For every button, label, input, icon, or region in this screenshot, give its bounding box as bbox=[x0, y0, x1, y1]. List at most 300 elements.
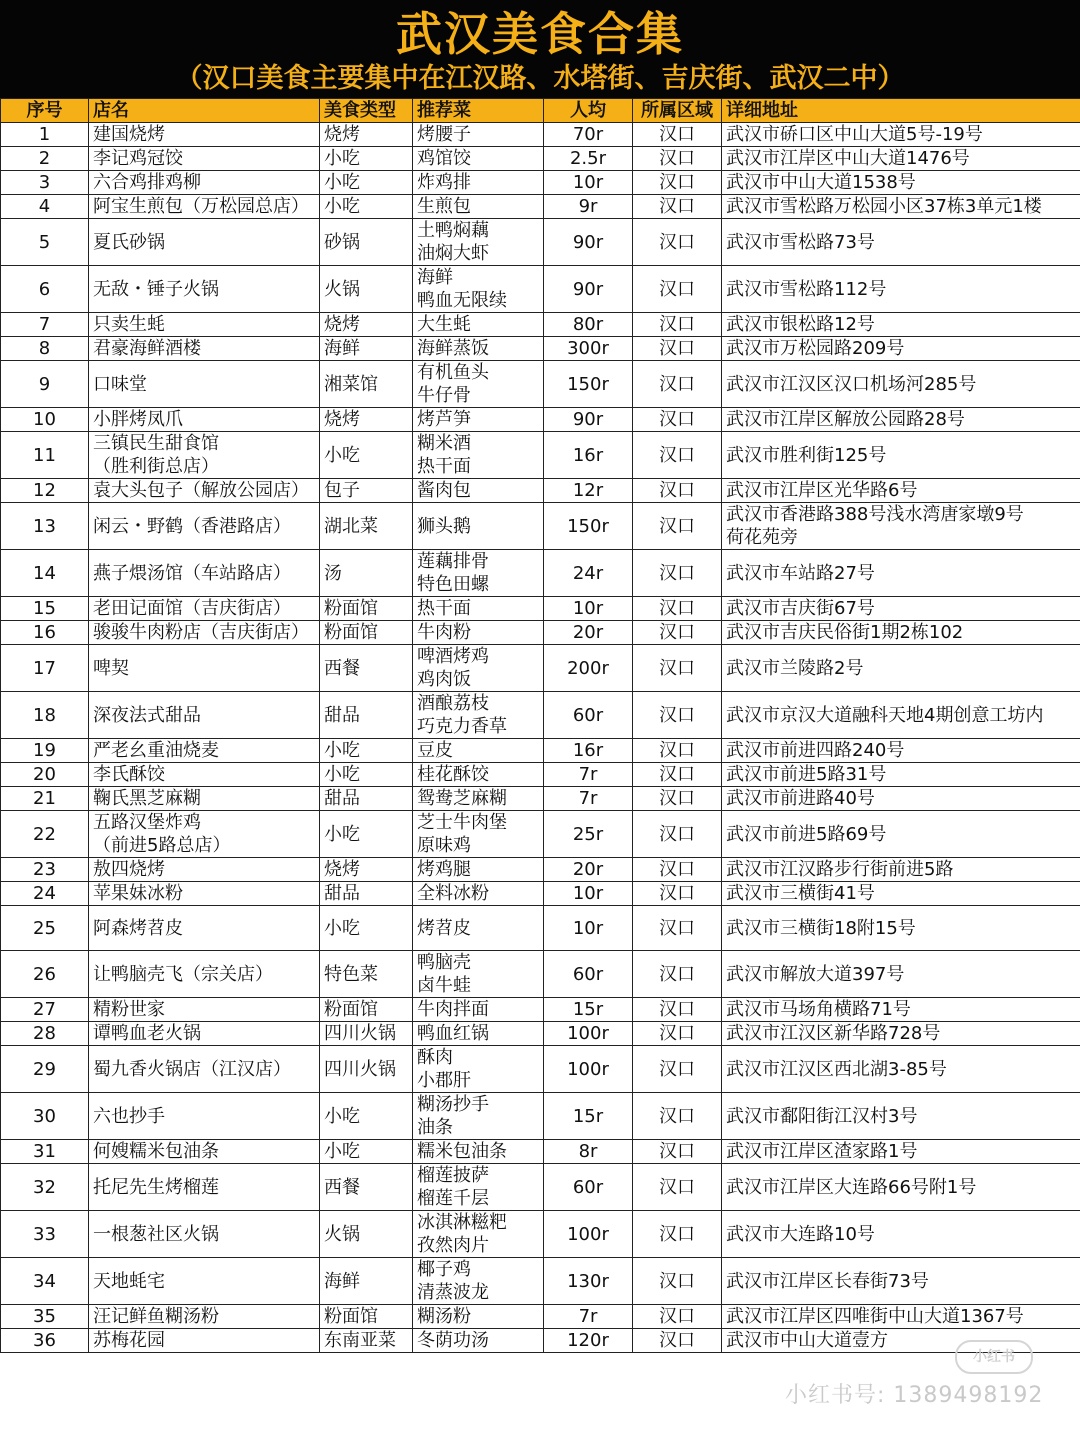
cell-avg: 15r bbox=[544, 998, 633, 1022]
cell-no: 30 bbox=[1, 1093, 89, 1140]
cell-dishes bbox=[413, 171, 544, 195]
cell-no: 25 bbox=[1, 906, 89, 951]
cell-name bbox=[89, 1329, 320, 1353]
cell-area: 汉口 bbox=[633, 1258, 722, 1305]
cell-area: 汉口 bbox=[633, 1305, 722, 1329]
cell-area: 汉口 bbox=[633, 337, 722, 361]
table-row bbox=[1, 1329, 1080, 1353]
cell-area: 汉口 bbox=[633, 171, 722, 195]
cell-no: 2 bbox=[1, 147, 89, 171]
table-row bbox=[1, 408, 1080, 432]
cell-type: 粉面馆 bbox=[320, 621, 413, 645]
cell-address-line: 武汉市中山大道1538号 bbox=[726, 172, 916, 193]
cell-address bbox=[722, 266, 1080, 313]
cell-type: 小吃 bbox=[320, 739, 413, 763]
cell-name-line: 五路汉堡炸鸡 bbox=[93, 812, 201, 833]
cell-area: 汉口 bbox=[633, 621, 722, 645]
cell-name bbox=[89, 1140, 320, 1164]
cell-dishes-line: 孜然肉片 bbox=[417, 1235, 489, 1256]
cell-address-line: 武汉市江岸区中山大道1476号 bbox=[726, 148, 970, 169]
cell-no: 16 bbox=[1, 621, 89, 645]
cell-address-line: 荷花苑旁 bbox=[726, 527, 798, 548]
cell-no: 15 bbox=[1, 597, 89, 621]
cell-address bbox=[722, 811, 1080, 858]
cell-dishes-line: 土鸭焖藕 bbox=[417, 220, 489, 241]
cell-dishes bbox=[413, 1164, 544, 1211]
cell-address bbox=[722, 1258, 1080, 1305]
table-row bbox=[1, 998, 1080, 1022]
cell-area: 汉口 bbox=[633, 195, 722, 219]
cell-no: 26 bbox=[1, 951, 89, 998]
cell-avg: 60r bbox=[544, 692, 633, 739]
cell-address-line: 武汉市香港路388号浅水湾唐家墩9号 bbox=[726, 504, 1024, 525]
cell-type: 小吃 bbox=[320, 171, 413, 195]
cell-dishes-line: 小郡肝 bbox=[417, 1070, 471, 1091]
cell-dishes bbox=[413, 195, 544, 219]
cell-address-line: 武汉市江汉区西北湖3-85号 bbox=[726, 1058, 947, 1080]
cell-address bbox=[722, 621, 1080, 645]
cell-address-line: 武汉市三横街41号 bbox=[726, 883, 875, 904]
cell-address-line: 武汉市吉庆街67号 bbox=[726, 598, 875, 619]
cell-address bbox=[722, 550, 1080, 597]
cell-type: 甜品 bbox=[320, 882, 413, 906]
cell-no: 9 bbox=[1, 361, 89, 408]
table-row bbox=[1, 621, 1080, 645]
cell-dishes-line: 烤鸡腿 bbox=[417, 859, 471, 880]
cell-dishes bbox=[413, 1258, 544, 1305]
cell-name-line: 无敌・锤子火锅 bbox=[93, 278, 219, 300]
cell-name-line: 六合鸡排鸡柳 bbox=[93, 172, 201, 193]
cell-type: 烧烤 bbox=[320, 313, 413, 337]
cell-no: 1 bbox=[1, 123, 89, 147]
table-row bbox=[1, 1140, 1080, 1164]
table-row bbox=[1, 1022, 1080, 1046]
cell-address bbox=[722, 1305, 1080, 1329]
cell-name-line: 口味堂 bbox=[93, 373, 147, 395]
cell-no: 22 bbox=[1, 811, 89, 858]
cell-type: 火锅 bbox=[320, 266, 413, 313]
cell-avg: 20r bbox=[544, 858, 633, 882]
xiaohongshu-logo: 小红书 bbox=[955, 1340, 1033, 1374]
cell-address-line: 武汉市硚口区中山大道5号-19号 bbox=[726, 124, 983, 145]
cell-name-line: 何嫂糯米包油条 bbox=[93, 1141, 219, 1162]
cell-area: 汉口 bbox=[633, 739, 722, 763]
cell-type: 汤 bbox=[320, 550, 413, 597]
cell-type: 海鲜 bbox=[320, 337, 413, 361]
cell-area: 汉口 bbox=[633, 858, 722, 882]
cell-address-line: 武汉市前进5路31号 bbox=[726, 764, 887, 785]
cell-area: 汉口 bbox=[633, 1140, 722, 1164]
cell-area: 汉口 bbox=[633, 432, 722, 479]
table-row bbox=[1, 763, 1080, 787]
table-row bbox=[1, 195, 1080, 219]
cell-avg: 7r bbox=[544, 787, 633, 811]
cell-dishes-line: 糊米酒 bbox=[417, 433, 471, 454]
cell-address bbox=[722, 313, 1080, 337]
cell-name-line: （前进5路总店） bbox=[93, 835, 231, 856]
cell-avg: 130r bbox=[544, 1258, 633, 1305]
cell-avg: 10r bbox=[544, 906, 633, 951]
cell-dishes-line: 啤酒烤鸡 bbox=[417, 646, 489, 667]
cell-name bbox=[89, 998, 320, 1022]
cell-name-line: 严老幺重油烧麦 bbox=[93, 740, 219, 761]
table-row bbox=[1, 266, 1080, 313]
cell-dishes bbox=[413, 550, 544, 597]
cell-name bbox=[89, 171, 320, 195]
cell-address bbox=[722, 739, 1080, 763]
cell-address bbox=[722, 597, 1080, 621]
cell-area: 汉口 bbox=[633, 998, 722, 1022]
cell-dishes-line: 莲藕排骨 bbox=[417, 551, 489, 572]
cell-address bbox=[722, 906, 1080, 951]
cell-avg: 12r bbox=[544, 479, 633, 503]
cell-type: 四川火锅 bbox=[320, 1046, 413, 1093]
cell-dishes-line: 椰子鸡 bbox=[417, 1259, 471, 1280]
cell-dishes bbox=[413, 219, 544, 266]
table-row bbox=[1, 858, 1080, 882]
cell-no: 13 bbox=[1, 503, 89, 550]
cell-address-line: 武汉市前进四路240号 bbox=[726, 740, 905, 761]
cell-avg: 90r bbox=[544, 408, 633, 432]
cell-avg: 100r bbox=[544, 1046, 633, 1093]
cell-area: 汉口 bbox=[633, 147, 722, 171]
cell-avg: 10r bbox=[544, 882, 633, 906]
cell-no: 21 bbox=[1, 787, 89, 811]
cell-name-line: 闲云・野鹤（香港路店） bbox=[93, 515, 291, 537]
cell-name-line: 谭鸭血老火锅 bbox=[93, 1023, 201, 1044]
cell-avg: 100r bbox=[544, 1022, 633, 1046]
cell-address bbox=[722, 858, 1080, 882]
cell-dishes-line: 热干面 bbox=[417, 598, 471, 619]
cell-name-line: 燕子煨汤馆（车站路店） bbox=[93, 562, 291, 584]
cell-avg: 60r bbox=[544, 951, 633, 998]
cell-no: 6 bbox=[1, 266, 89, 313]
cell-no: 19 bbox=[1, 739, 89, 763]
table-row bbox=[1, 503, 1080, 550]
cell-dishes-line: 清蒸波龙 bbox=[417, 1282, 489, 1303]
cell-name bbox=[89, 313, 320, 337]
cell-address-line: 武汉市大连路10号 bbox=[726, 1223, 875, 1245]
cell-avg: 20r bbox=[544, 621, 633, 645]
cell-avg: 90r bbox=[544, 219, 633, 266]
cell-type: 小吃 bbox=[320, 195, 413, 219]
cell-no: 29 bbox=[1, 1046, 89, 1093]
cell-address-line: 武汉市鄱阳街江汉村3号 bbox=[726, 1105, 918, 1127]
cell-name-line: 建国烧烤 bbox=[93, 124, 165, 145]
cell-no: 17 bbox=[1, 645, 89, 692]
column-header: 美食类型 bbox=[320, 99, 413, 123]
cell-area: 汉口 bbox=[633, 1022, 722, 1046]
cell-avg: 7r bbox=[544, 1305, 633, 1329]
cell-avg: 25r bbox=[544, 811, 633, 858]
cell-address bbox=[722, 1046, 1080, 1093]
cell-dishes bbox=[413, 597, 544, 621]
cell-avg: 24r bbox=[544, 550, 633, 597]
cell-dishes-line: 豆皮 bbox=[417, 740, 453, 761]
cell-address bbox=[722, 479, 1080, 503]
cell-name-line: 只卖生蚝 bbox=[93, 314, 165, 335]
cell-no: 4 bbox=[1, 195, 89, 219]
cell-no: 20 bbox=[1, 763, 89, 787]
cell-area: 汉口 bbox=[633, 123, 722, 147]
cell-avg: 100r bbox=[544, 1211, 633, 1258]
cell-address bbox=[722, 882, 1080, 906]
cell-area: 汉口 bbox=[633, 645, 722, 692]
cell-type: 小吃 bbox=[320, 1093, 413, 1140]
cell-name bbox=[89, 503, 320, 550]
cell-avg: 10r bbox=[544, 597, 633, 621]
cell-dishes bbox=[413, 621, 544, 645]
cell-address-line: 武汉市雪松路万松园小区37栋3单元1楼 bbox=[726, 196, 1042, 217]
cell-type: 湘菜馆 bbox=[320, 361, 413, 408]
cell-avg: 300r bbox=[544, 337, 633, 361]
table-row bbox=[1, 219, 1080, 266]
cell-address-line: 武汉市兰陵路2号 bbox=[726, 657, 864, 679]
cell-address bbox=[722, 1093, 1080, 1140]
table-body bbox=[1, 123, 1080, 1353]
cell-type: 小吃 bbox=[320, 906, 413, 951]
cell-dishes bbox=[413, 313, 544, 337]
cell-area: 汉口 bbox=[633, 692, 722, 739]
cell-no: 23 bbox=[1, 858, 89, 882]
cell-avg: 200r bbox=[544, 645, 633, 692]
cell-name bbox=[89, 1164, 320, 1211]
cell-name-line: 敖四烧烤 bbox=[93, 859, 165, 880]
cell-dishes bbox=[413, 147, 544, 171]
cell-address bbox=[722, 195, 1080, 219]
table-row bbox=[1, 550, 1080, 597]
cell-dishes-line: 冬荫功汤 bbox=[417, 1330, 489, 1351]
cell-name-line: 小胖烤凤爪 bbox=[93, 409, 183, 430]
cell-address-line: 武汉市车站路27号 bbox=[726, 562, 875, 584]
cell-area: 汉口 bbox=[633, 1093, 722, 1140]
table-row bbox=[1, 645, 1080, 692]
cell-no: 7 bbox=[1, 313, 89, 337]
cell-name bbox=[89, 1305, 320, 1329]
cell-dishes bbox=[413, 811, 544, 858]
cell-avg: 80r bbox=[544, 313, 633, 337]
cell-name bbox=[89, 692, 320, 739]
cell-type: 小吃 bbox=[320, 763, 413, 787]
cell-address bbox=[722, 219, 1080, 266]
cell-dishes-line: 冰淇淋糍粑 bbox=[417, 1212, 507, 1233]
cell-name bbox=[89, 1046, 320, 1093]
cell-area: 汉口 bbox=[633, 787, 722, 811]
cell-name bbox=[89, 621, 320, 645]
cell-type: 小吃 bbox=[320, 1140, 413, 1164]
table-header-row bbox=[1, 99, 1080, 123]
cell-name-line: 夏氏砂锅 bbox=[93, 231, 165, 253]
cell-no: 12 bbox=[1, 479, 89, 503]
cell-dishes-line: 狮头鹅 bbox=[417, 515, 471, 537]
cell-type: 甜品 bbox=[320, 692, 413, 739]
table-row bbox=[1, 1305, 1080, 1329]
cell-dishes bbox=[413, 1140, 544, 1164]
table-row bbox=[1, 337, 1080, 361]
cell-dishes bbox=[413, 906, 544, 951]
cell-type: 湖北菜 bbox=[320, 503, 413, 550]
cell-address-line: 武汉市雪松路73号 bbox=[726, 231, 875, 253]
cell-area: 汉口 bbox=[633, 906, 722, 951]
cell-dishes bbox=[413, 645, 544, 692]
cell-no: 14 bbox=[1, 550, 89, 597]
cell-no: 36 bbox=[1, 1329, 89, 1353]
cell-address-line: 武汉市江汉路步行街前进5路 bbox=[726, 859, 954, 880]
cell-dishes-line: 牛仔骨 bbox=[417, 385, 471, 406]
cell-name bbox=[89, 858, 320, 882]
table-row bbox=[1, 1258, 1080, 1305]
cell-dishes-line: 酥肉 bbox=[417, 1047, 453, 1068]
cell-address bbox=[722, 432, 1080, 479]
cell-avg: 16r bbox=[544, 432, 633, 479]
cell-no: 34 bbox=[1, 1258, 89, 1305]
cell-dishes bbox=[413, 503, 544, 550]
table-row bbox=[1, 882, 1080, 906]
cell-address-line: 武汉市江汉区汉口机场河285号 bbox=[726, 373, 977, 395]
cell-name bbox=[89, 1093, 320, 1140]
cell-dishes bbox=[413, 763, 544, 787]
cell-address bbox=[722, 645, 1080, 692]
cell-dishes bbox=[413, 1305, 544, 1329]
cell-address-line: 武汉市江岸区渣家路1号 bbox=[726, 1141, 918, 1162]
watermark: 小红书号: 1389498192 bbox=[785, 1383, 1044, 1408]
cell-address-line: 武汉市万松园路209号 bbox=[726, 338, 905, 359]
cell-address bbox=[722, 147, 1080, 171]
cell-avg: 90r bbox=[544, 266, 633, 313]
table-row bbox=[1, 951, 1080, 998]
cell-dishes-line: 酒酿荔枝 bbox=[417, 693, 489, 714]
cell-area: 汉口 bbox=[633, 763, 722, 787]
cell-dishes-line: 糊汤抄手 bbox=[417, 1094, 489, 1115]
cell-name-line: 汪记鲜鱼糊汤粉 bbox=[93, 1306, 219, 1327]
cell-address bbox=[722, 998, 1080, 1022]
cell-avg: 7r bbox=[544, 763, 633, 787]
cell-type: 烧烤 bbox=[320, 123, 413, 147]
page-title: 武汉美食合集 bbox=[396, 7, 684, 61]
cell-name bbox=[89, 645, 320, 692]
cell-area: 汉口 bbox=[633, 1046, 722, 1093]
table-row bbox=[1, 597, 1080, 621]
cell-area: 汉口 bbox=[633, 597, 722, 621]
table-row bbox=[1, 313, 1080, 337]
cell-area: 汉口 bbox=[633, 408, 722, 432]
cell-dishes-line: 海鲜 bbox=[417, 267, 453, 288]
cell-type: 东南亚菜 bbox=[320, 1329, 413, 1353]
cell-name bbox=[89, 195, 320, 219]
cell-name-line: 苏梅花园 bbox=[93, 1330, 165, 1351]
cell-address bbox=[722, 337, 1080, 361]
cell-name-line: 让鸭脑壳飞（宗关店） bbox=[93, 963, 273, 985]
cell-dishes-line: 巧克力香草 bbox=[417, 716, 507, 737]
cell-address bbox=[722, 763, 1080, 787]
cell-type: 烧烤 bbox=[320, 858, 413, 882]
page-subtitle: （汉口美食主要集中在江汉路、水塔街、吉庆街、武汉二中） bbox=[175, 63, 905, 94]
cell-address bbox=[722, 361, 1080, 408]
cell-dishes bbox=[413, 998, 544, 1022]
cell-no: 8 bbox=[1, 337, 89, 361]
cell-name-line: 深夜法式甜品 bbox=[93, 704, 201, 726]
cell-name bbox=[89, 1258, 320, 1305]
cell-dishes-line: 热干面 bbox=[417, 456, 471, 477]
table-row bbox=[1, 147, 1080, 171]
cell-name-line: 阿宝生煎包（万松园总店） bbox=[93, 196, 309, 217]
table-row bbox=[1, 906, 1080, 951]
cell-dishes bbox=[413, 1022, 544, 1046]
cell-dishes bbox=[413, 361, 544, 408]
cell-dishes-line: 海鲜蒸饭 bbox=[417, 338, 489, 359]
cell-name bbox=[89, 763, 320, 787]
cell-type: 粉面馆 bbox=[320, 1305, 413, 1329]
cell-name bbox=[89, 597, 320, 621]
cell-address-line: 武汉市雪松路112号 bbox=[726, 278, 887, 300]
cell-dishes bbox=[413, 787, 544, 811]
cell-address-line: 武汉市江汉区新华路728号 bbox=[726, 1023, 941, 1044]
cell-type: 小吃 bbox=[320, 147, 413, 171]
cell-address-line: 武汉市解放大道397号 bbox=[726, 963, 905, 985]
cell-no: 28 bbox=[1, 1022, 89, 1046]
cell-dishes bbox=[413, 1046, 544, 1093]
cell-area: 汉口 bbox=[633, 550, 722, 597]
cell-type: 砂锅 bbox=[320, 219, 413, 266]
cell-dishes bbox=[413, 266, 544, 313]
cell-avg: 150r bbox=[544, 503, 633, 550]
cell-name bbox=[89, 479, 320, 503]
cell-address-line: 武汉市前进5路69号 bbox=[726, 823, 887, 845]
cell-dishes-line: 鸳鸯芝麻糊 bbox=[417, 788, 507, 809]
column-header: 人均 bbox=[544, 99, 633, 123]
cell-name-line: 袁大头包子（解放公园店） bbox=[93, 480, 309, 501]
cell-no: 27 bbox=[1, 998, 89, 1022]
cell-no: 3 bbox=[1, 171, 89, 195]
cell-address bbox=[722, 1022, 1080, 1046]
cell-dishes-line: 糯米包油条 bbox=[417, 1141, 507, 1162]
cell-type: 特色菜 bbox=[320, 951, 413, 998]
cell-address bbox=[722, 951, 1080, 998]
cell-area: 汉口 bbox=[633, 1164, 722, 1211]
cell-type: 西餐 bbox=[320, 645, 413, 692]
cell-avg: 16r bbox=[544, 739, 633, 763]
cell-dishes bbox=[413, 408, 544, 432]
cell-dishes-line: 卤牛蛙 bbox=[417, 975, 471, 996]
cell-avg: 15r bbox=[544, 1093, 633, 1140]
cell-name-line: 精粉世家 bbox=[93, 999, 165, 1020]
cell-name bbox=[89, 1211, 320, 1258]
cell-avg: 8r bbox=[544, 1140, 633, 1164]
cell-address-line: 武汉市胜利街125号 bbox=[726, 444, 887, 466]
table-row bbox=[1, 739, 1080, 763]
table-row bbox=[1, 432, 1080, 479]
cell-dishes-line: 鸭血红锅 bbox=[417, 1023, 489, 1044]
cell-dishes-line: 油焖大虾 bbox=[417, 243, 489, 264]
cell-no: 35 bbox=[1, 1305, 89, 1329]
cell-dishes-line: 糊汤粉 bbox=[417, 1306, 471, 1327]
cell-dishes-line: 油条 bbox=[417, 1117, 453, 1138]
cell-dishes-line: 鸭血无限续 bbox=[417, 290, 507, 311]
cell-address bbox=[722, 123, 1080, 147]
cell-no: 11 bbox=[1, 432, 89, 479]
cell-type: 粉面馆 bbox=[320, 597, 413, 621]
column-header: 推荐菜 bbox=[413, 99, 544, 123]
cell-name bbox=[89, 147, 320, 171]
cell-dishes bbox=[413, 1329, 544, 1353]
cell-area: 汉口 bbox=[633, 951, 722, 998]
cell-dishes bbox=[413, 739, 544, 763]
cell-no: 32 bbox=[1, 1164, 89, 1211]
cell-address-line: 武汉市吉庆民俗街1期2栋102 bbox=[726, 622, 964, 643]
cell-dishes-line: 原味鸡 bbox=[417, 835, 471, 856]
cell-address-line: 武汉市江岸区光华路6号 bbox=[726, 480, 918, 501]
cell-name bbox=[89, 266, 320, 313]
